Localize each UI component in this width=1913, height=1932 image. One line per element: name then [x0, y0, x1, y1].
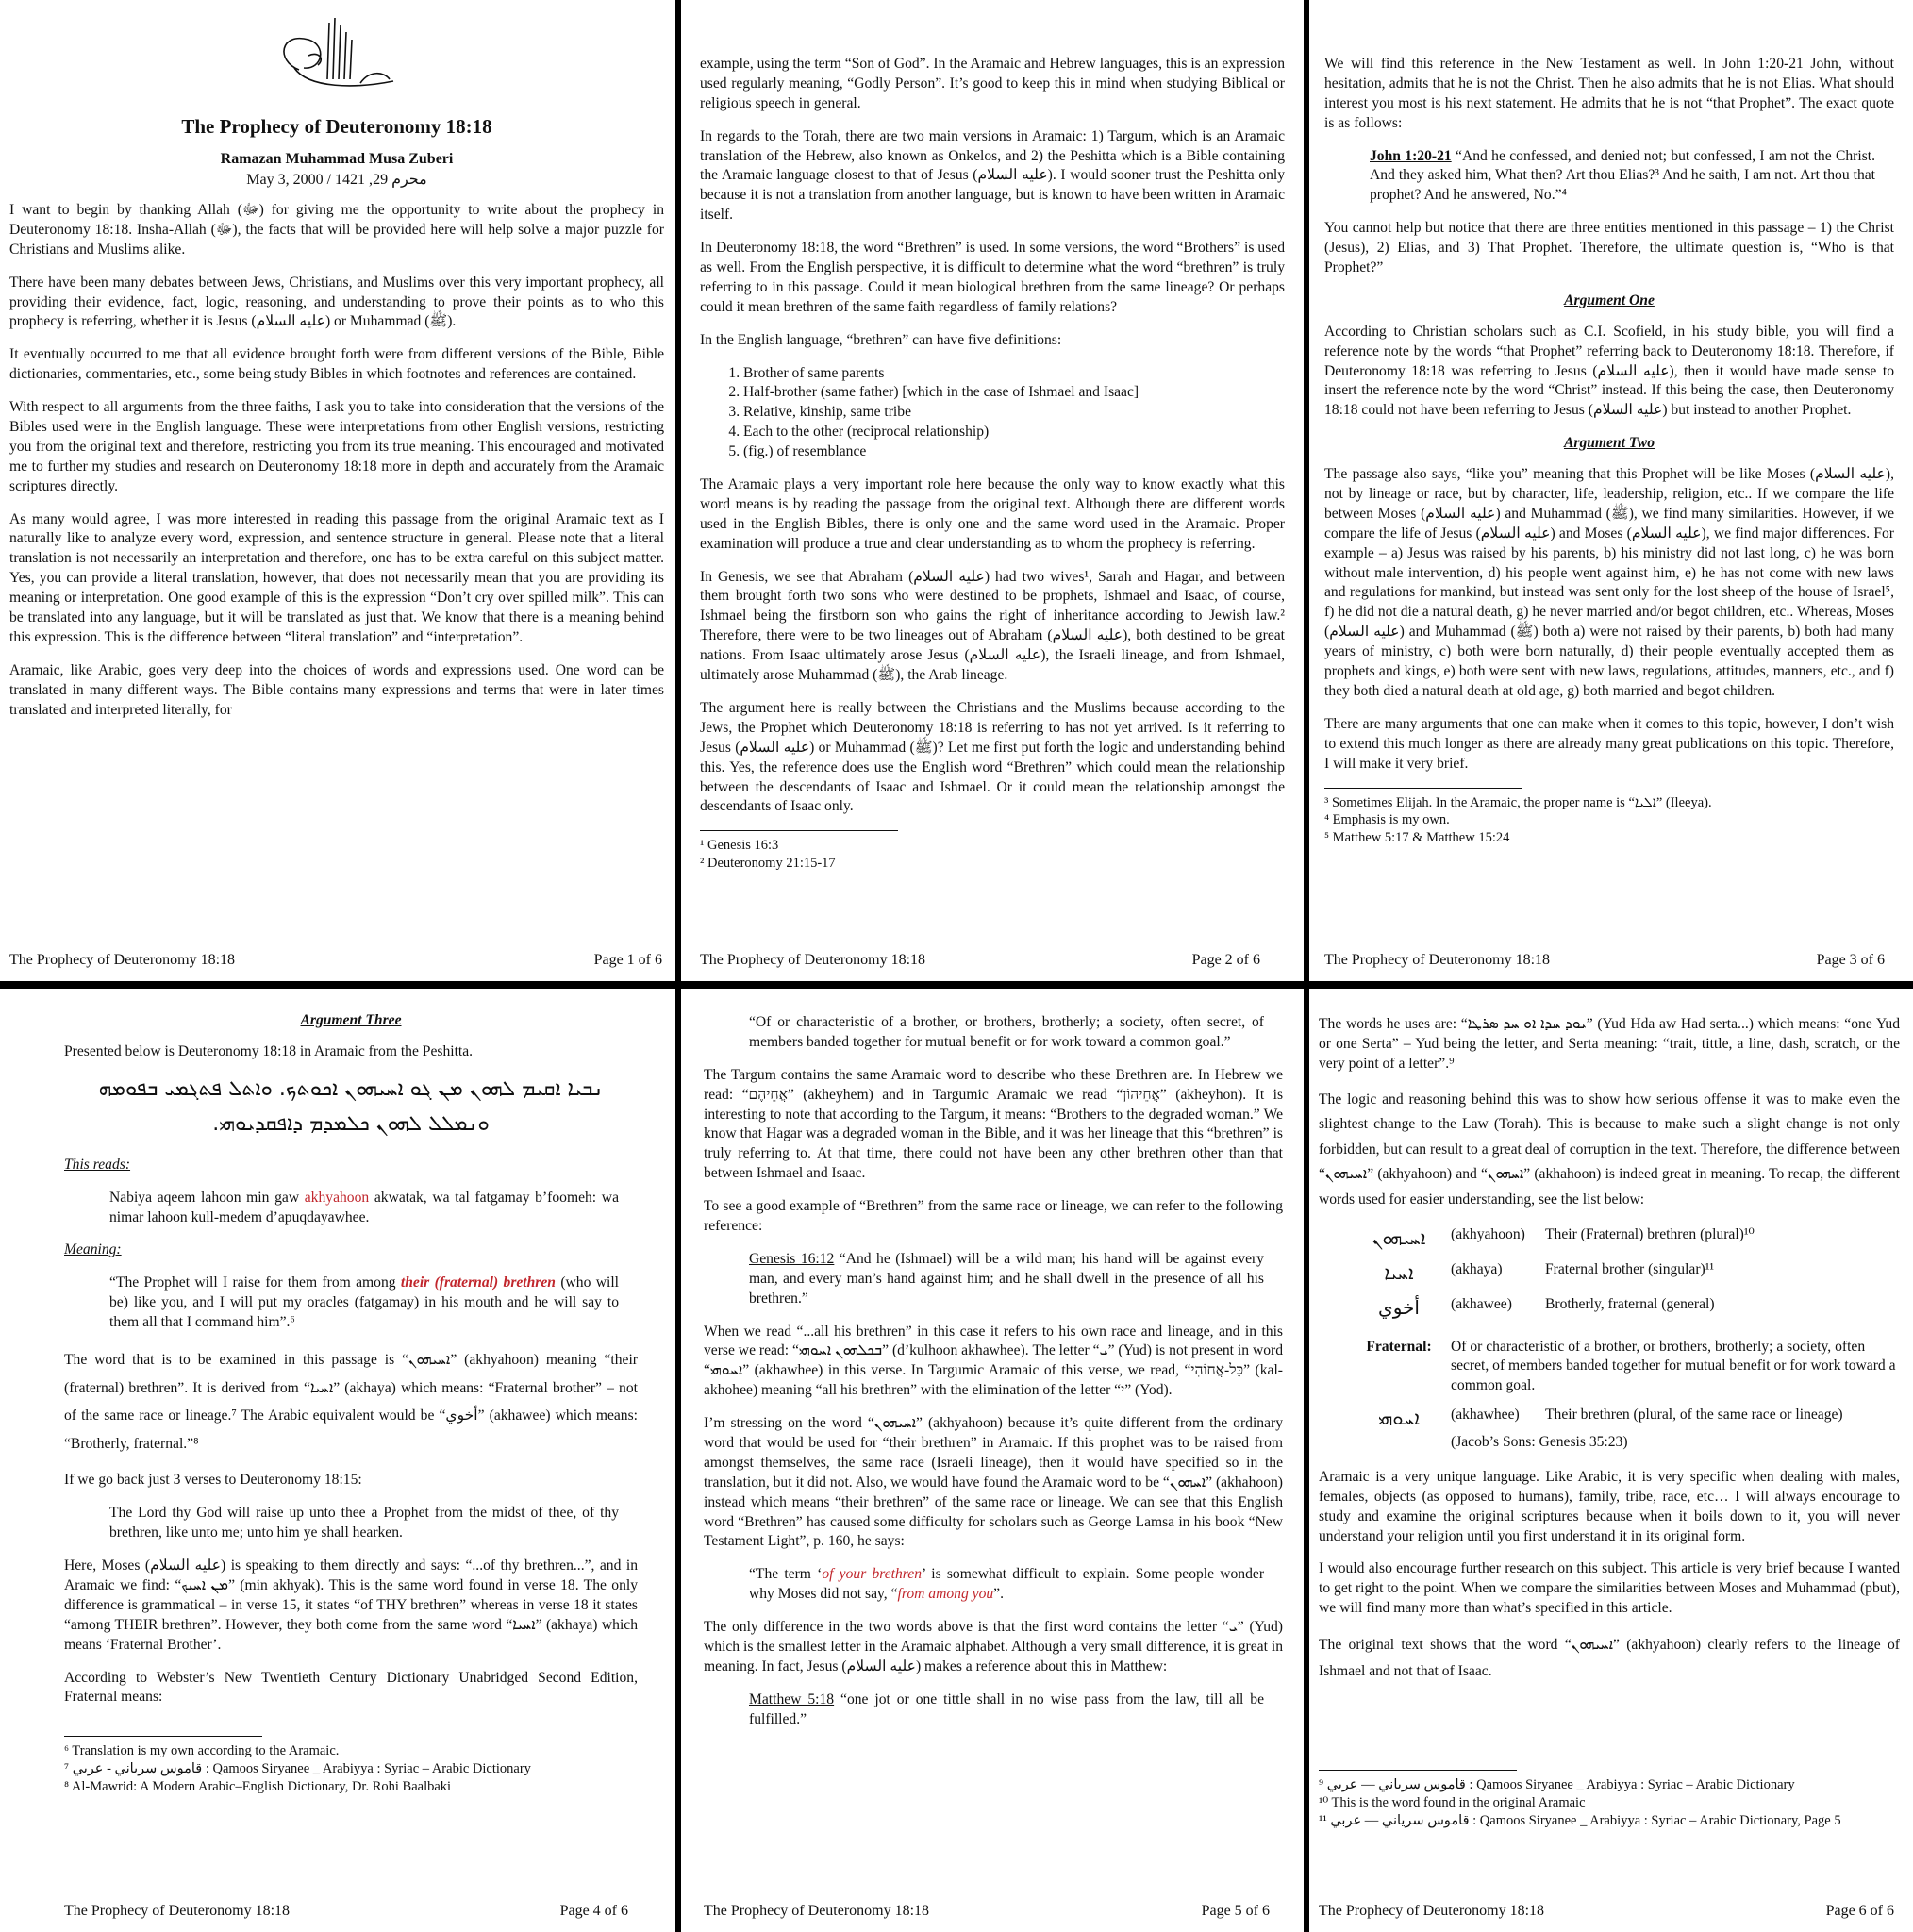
- footnote: ⁴ Emphasis is my own.: [1324, 812, 1450, 828]
- word-list: [1347, 1225, 1900, 1453]
- page-6: [1309, 989, 1913, 1932]
- definition-label: Fraternal:: [1366, 1338, 1432, 1355]
- paragraph: In Deuteronomy 18:18, the word “Brethren” is used. In some versions, the word “Brothers” is used as well. From the English perspective, it is difficult to determine what the word “brethren” is truly referring to in this passage. Could it mean biological brethren from the same lineage? Or perhaps could it mean brethren of the same faith regardless of family relations?: [700, 240, 1285, 315]
- footnote: ⁹ قاموس سرياني — عربي : Qamoos Siryanee _ Arabiyya : Syriac – Arabic Dictionary: [1319, 1777, 1795, 1793]
- word-translit: (akhyahoon): [1451, 1226, 1525, 1243]
- footnote: ⁸ Al-Mawrid: A Modern Arabic–English Dictionary, Dr. Rohi Baalbaki: [64, 1779, 452, 1795]
- argument-heading: Argument Three: [300, 1012, 402, 1028]
- footnote: ³ Sometimes Elijah. In the Aramaic, the proper name is “ܐܠܝܐ” (Ileeya).: [1324, 794, 1712, 810]
- list-item: 5. (fig.) of resemblance: [743, 442, 1285, 462]
- paragraph: The word that is to be examined in this passage is “ܐܚܝܗܘܢ” (akhyahoon) meaning “their (fraternal) brethren”. It is derived from “ܐܚܝܐ” (akhaya) which means: “Fraternal brother” – not of the same race or lineage.⁷ The Arabic equivalent would be “أخوي” (akhawee) which means: “Brotherly, fraternal.”⁸: [64, 1351, 638, 1452]
- page-footer: [1324, 950, 1885, 970]
- page-footer: [9, 950, 662, 970]
- quote-reference: Genesis 16:12: [749, 1250, 835, 1267]
- paragraph: There have been many debates between Jews, Christians, and Muslims over this very important prophecy, all providing their evidence, fact, logic, reasoning, and understanding to prove their points as to who this prophecy is referring, whether it is Jesus (عليه السلام) or Muhammad (ﷺ).: [9, 274, 664, 330]
- word-meaning: Their (Fraternal) brethren (plural)¹⁰: [1545, 1226, 1755, 1243]
- page-5: [681, 989, 1304, 1932]
- page-number: Page 1 of 6: [593, 951, 662, 968]
- quote-reference: John 1:20-21: [1370, 147, 1452, 164]
- paragraph: The logic and reasoning behind this was to show how serious offense it was to make even the slightest change to the Law (Torah). This is because to make such a slight change is not only forbidden, but can result to a great deal of corruption in the text. Therefore, the difference between “ܐܚܝܗܘܢ” (akhyahoon) and “ܐܚܗܘܢ” (akhahoon) is indeed great in meaning. To recap, the different words used for easier understanding, see the list below:: [1319, 1091, 1901, 1208]
- footnote: ¹¹ قاموس سرياني — عربي : Qamoos Siryanee _ Arabiyya : Syriac – Arabic Dictionary, Page 5: [1319, 1812, 1841, 1828]
- publication-date: May 3, 2000 / 1421 ,محرم 29: [246, 171, 427, 188]
- author-name: Ramazan Muhammad Musa Zuberi: [220, 151, 454, 168]
- page-number: Page 2 of 6: [1191, 951, 1260, 968]
- word-translit: (akhawee): [1451, 1295, 1512, 1312]
- footer-title: The Prophecy of Deuteronomy 18:18: [9, 951, 236, 968]
- paragraph: I’m stressing on the word “ܐܚܝܗܘܢ” (akhyahoon) because it’s quite different from the ordinary word that would be used for “their brethren” in Aramaic. If this prophet was to be raised from amongst themselves, the same race (Israeli lineage), then it would have specified so in the translation, but it did not. Also, we would have found the Aramaic word to be “ܐܚܗܘܢ” (akhahoon) instead which means “their brethren” of the same race or lineage. We can see that this English word “Brethren” has caused some difficulty for scholars such as George Lamsa in his book “New Testament Light”, p. 160, he says:: [704, 1415, 1283, 1550]
- paragraph: The original text shows that the word “ܐܚܝܗܘܢ” (akhyahoon) clearly refers to the lineage of Ishmael and not that of Isaac.: [1319, 1637, 1900, 1680]
- word-meaning: Their brethren (plural, of the same race or lineage): [1545, 1407, 1843, 1424]
- paragraph: You cannot help but notice that there are three entities mentioned in this passage – 1) the Christ (Jesus), 2) Elias, and 3) That Prophet. Therefore, the ultimate question is, “Who is that Prophet?”: [1324, 220, 1894, 276]
- transliteration: [109, 1189, 619, 1228]
- page-footer: [704, 1901, 1270, 1921]
- paragraph: When we read “...all his brethren” in this case it refers to his own race and lineage, and in this verse we read: “ܒܟܠܗܘܢ ܐܚܘܗܝ” (d’kulhoon akhawhee). The letter “ܝ” (Yud) is not present in word “ܐܚܘܗܝ” (akhawhee) in this verse. In Targumic Aramaic of this verse, we read, “כָּל-אֲחוֹהִי” (kal-akhohee) meaning “all his brethren” with the elimination of the letter “י” (Yod).: [704, 1323, 1283, 1399]
- list-item: 2. Half-brother (same father) [which in the case of Ishmael and Isaac]: [743, 383, 1285, 403]
- page-number: Page 6 of 6: [1825, 1902, 1894, 1919]
- paragraph: With respect to all arguments from the three faiths, I ask you to take into consideration that the versions of the Bibles used were in the English language. These were interpretations from other English versions, restricting you from the original text and therefore, restricting you from its true meaning. This encouraged and motivated me to further my studies and research on Deuteronomy 18:18 more in depth and accurately from the Aramaic scriptures directly.: [9, 399, 664, 494]
- quote-reference: Matthew 5:18: [749, 1690, 835, 1707]
- footnote: ⁵ Matthew 5:17 & Matthew 15:24: [1324, 830, 1510, 846]
- paragraph: According to Christian scholars such as C.I. Scofield, in his study bible, you will find a reference note by the words “that Prophet” referring back to Deuteronomy 18:18. Therefore, if Deuteronomy 18:18 was referring to Jesus (عليه السلام), then it would have made sense to insert the reference note by the word “Christ” instead. If this being the case, then Deuteronomy 18:18 could not have been referring to Jesus (عليه السلام) but instead to another Prophet.: [1324, 323, 1894, 419]
- footer-title: The Prophecy of Deuteronomy 18:18: [700, 951, 926, 968]
- paragraph: In Genesis, we see that Abraham (عليه السلام) had two wives¹, Sarah and Hagar, and between them brought forth two sons who were destined to be prophets, Ishmael and Isaac, of course, Ishmael being the firstborn son who gains the right of inheritance according to Jewish law.² Therefore, there were to be two lineages out of Abraham (عليه السلام), both destined to be great nations. From Isaac ultimately arose Jesus (عليه السلام), the Israeli lineage, and from Ishmael, ultimately arose Muhammad (ﷺ), the Arab lineage.: [700, 568, 1286, 684]
- footnote: ¹ Genesis 16:3: [700, 838, 779, 854]
- bismillah-calligraphy: [9, 13, 664, 98]
- footer-title: The Prophecy of Deuteronomy 18:18: [704, 1902, 930, 1919]
- word-translit: (akhawhee): [1451, 1407, 1520, 1424]
- calligraphy-icon: [271, 13, 403, 98]
- block-quote: The Lord thy God will raise up unto thee a Prophet from the midst of thee, of thy brethren, like unto me; unto him ye shall hearken.: [109, 1505, 619, 1541]
- quote-text: “And he confessed, and denied not; but confessed, I am not the Christ. And they asked him, What then? Art thou Elias?³ And he saith, I am not. Art thou that prophet? And he answered, No.”⁴: [1370, 147, 1875, 204]
- paragraph: The Targum contains the same Aramaic word to describe who these Brethren are. In Hebrew we read: “אֲחֵיהֶם” (akheyhem) and in Targumic Aramaic we read “אֲחֵיהוֹן” (akheyhon). It is interesting to note that according to the Targum, it means: “Brothers to the degraded woman.” We know that Hagar was a degraded woman in the Bible, and it was her lineage that this “brethren” is truly referring to. At that time, there could not have been any other brethren other than that between Ishmael and Isaac.: [704, 1066, 1284, 1182]
- list-item: 4. Each to the other (reciprocal relationship): [743, 423, 1285, 442]
- block-quote: [749, 1565, 1264, 1605]
- paragraph: I would also encourage further research on this subject. This article is very brief because I wanted to get right to the point. When we compare the similarities between Moses and Muhammad (pbut), we will find many more than what’s specified in this article.: [1319, 1560, 1900, 1617]
- quote-text: “And he (Ishmael) will be a wild man; his hand will be against every man, and every man’s hand against him; and he shall dwell in the presence of all his brethren.”: [749, 1250, 1264, 1307]
- word-script: ܐܚܝܐ: [1384, 1260, 1414, 1284]
- footnote-rule: [1319, 1770, 1517, 1771]
- paragraph: In regards to the Torah, there are two main versions in Aramaic: 1) Targum, which is an Aramaic translation of the Hebrew, also known as Onkelos, and 2) the Peshitta which is a Bible containing the Aramaic language closest to that of Jesus (عليه السلام). I would sooner trust the Peshitta only because it is not a translation from another language, but is known to have been written in Aramaic itself.: [700, 127, 1285, 224]
- text-span: ’ is somewhat difficult to explain. Some people wonder why Moses did not say, “: [749, 1566, 1265, 1603]
- text-span: “The Prophet will I raise for them from among: [109, 1274, 401, 1291]
- word-script: أخوي: [1378, 1295, 1420, 1319]
- text-span: (who will be) like you, and I will put my oracles (fatgamay) in his mouth and he will say to them all that I command him”.⁶: [109, 1274, 620, 1331]
- paragraph: I want to begin by thanking Allah (ﷻ) for giving me the opportunity to write about the prophecy in Deuteronomy 18:18. Insha-Allah (ﷻ), the facts that will be provided here will help solve a major puzzle for Christians and Muslims alike.: [9, 202, 664, 258]
- paragraph: As many would agree, I was more interested in reading this passage from the original Aramaic text as I naturally like to analyze every word, expression, and sentence structure in general. Please note that a literal translation is not necessarily an interpretation and therefore, one has to be extra careful on this subject matter. Yes, you can provide a literal translation, however, that does not necessarily mean that you are providing its meaning or interpretation. One good example of this is the expression “Don’t cry over spilled milk”. This can be translated into any language, but it will be translated as just that. We know that there is a meaning behind this expression. This is the difference between “literal translation” and “interpretation”.: [9, 510, 664, 645]
- page-3: [1309, 0, 1913, 981]
- paragraph: According to Webster’s New Twentieth Century Dictionary Unabridged Second Edition, Fraternal means:: [64, 1669, 638, 1706]
- word-script: ܐܚܝܗܘܢ: [1372, 1226, 1426, 1250]
- footer-title: The Prophecy of Deuteronomy 18:18: [64, 1902, 291, 1919]
- paragraph: The passage also says, “like you” meaning that this Prophet will be like Moses (عليه السلام), not by lineage or race, but by character, life, leadership, religion, etc.. If we compare the life between Moses (عليه السلام) and Muhammad (ﷺ), we find many similarities. However, if we compare the life of Jesus (عليه السلام) and Moses (عليه السلام), we find major differences. For example – a) Jesus was raised by his parents, b) his ministry did not last long, c) he was born without male intervention, d) his people went against him, e) he has not come with new laws and regulations for mankind, but instead was sent only for the lost sheep of the house of Israel⁵, f) he did not die a natural death, g) he never married and/or begot children, etc.. Whereas, Moses (عليه السلام) and Muhammad (ﷺ) both a) were not raised by their parents, b) both had many years of ministry, c) both were born naturally, d) their people eventually accepted them as prophets and kings, e) both were sent with new laws, regulations, attitudes, manners, etc., and f) they both died a natural death at old age, g) both married and begot children.: [1324, 466, 1895, 699]
- definitions-list: [724, 364, 1285, 462]
- footnote-rule: [64, 1736, 262, 1737]
- highlighted-phrase: from among you: [897, 1586, 994, 1603]
- aramaic-verse-line: ܢܒܝܐ ܐܩܝܡ ܠܗܘܢ ܡܢ ܓܘ ܐܚܝܗܘܢ ܐܟܘܬܟ. ܘܐܬܠ ܦܬܓܡܝ ܒܦܘܡܗ: [98, 1076, 604, 1101]
- list-item: 3. Relative, kinship, same tribe: [743, 403, 1285, 423]
- page-footer: [1319, 1901, 1894, 1921]
- footnote-rule: [1324, 788, 1522, 789]
- page-footer: [64, 1901, 628, 1921]
- quote-text: “one jot or one tittle shall in no wise pass from the law, till all be fulfilled.”: [749, 1690, 1264, 1727]
- paragraph: The only difference in the two words above is that the first word contains the letter “ܝ” (Yud) which is the smallest letter in the Aramaic alphabet. Although a very small difference, it is great in meaning. In fact, Jesus (عليه السلام) makes a reference about this in Matthew:: [704, 1619, 1283, 1674]
- text-span: akwatak, wa tal fatgamay b’foomeh: wa nimar lahoon kull-medem d’apuqdayawhee.: [109, 1189, 619, 1225]
- paragraph: Presented below is Deuteronomy 18:18 in Aramaic from the Peshitta.: [64, 1042, 474, 1059]
- page-2: [681, 0, 1304, 981]
- highlighted-phrase: of your brethren: [822, 1566, 923, 1583]
- block-quote: “Of or characteristic of a brother, or brothers, brotherly; a society, often secret, of members banded together for mutual benefit or for work toward a common goal.”: [749, 1014, 1264, 1050]
- page-1: [0, 0, 675, 981]
- footnote-rule: [700, 830, 898, 831]
- paragraph: The words he uses are: “ܝܘܕ ܚܕܐ ܐܘ ܚܕ ܣܪܛܐ” (Yud Hda aw Had serta...) which means: “one Yud or one Serta” – Yud being the letter, and Serta meaning: “trait, tittle, a line, dash, scratch, or the very point of a letter”.⁹: [1319, 1016, 1900, 1072]
- highlighted-word: akhyahoon: [304, 1189, 370, 1206]
- paragraph: We will find this reference in the New Testament as well. In John 1:20-21 John, without hesitation, admits that he is not the Christ. Then he also admits that he is not Elias. What should interest you most is his next statement. He admits that he is not “that Prophet”. The exact quote is as follows:: [1324, 56, 1894, 131]
- highlighted-phrase: their (fraternal) brethren: [400, 1274, 556, 1291]
- list-item: 1. Brother of same parents: [743, 364, 1285, 384]
- page-number: Page 5 of 6: [1201, 1902, 1270, 1919]
- section-label: Meaning:: [64, 1241, 122, 1258]
- translation-quote: [109, 1274, 619, 1333]
- paragraph: The Aramaic plays a very important role here because the only way to know exactly what this word means is by reading the passage from the original text. Although there are different words used in the English Bibles, there is only one and the same word used in the Aramaic. Proper examination will produce a true and clear understanding as to whom the prophecy is referring.: [700, 476, 1285, 552]
- page-number: Page 4 of 6: [559, 1902, 628, 1919]
- word-translit: (akhaya): [1451, 1260, 1503, 1277]
- paragraph: There are many arguments that one can make when it comes to this topic, however, I don’t wish to extend this much longer as there are already many great publications on this topic. Therefore, I will make it very brief.: [1324, 715, 1894, 772]
- text-span: Nabiya aqeem lahoon min gaw: [109, 1189, 305, 1206]
- page-4: [0, 989, 675, 1932]
- document-title: The Prophecy of Deuteronomy 18:18: [181, 115, 492, 138]
- spacer: [1347, 1441, 1451, 1453]
- word-meaning: Brotherly, fraternal (general): [1545, 1295, 1715, 1312]
- word-note: (Jacob’s Sons: Genesis 35:23): [1451, 1434, 1628, 1451]
- argument-heading: Argument One: [1564, 291, 1655, 308]
- footer-title: The Prophecy of Deuteronomy 18:18: [1324, 951, 1551, 968]
- paragraph: If we go back just 3 verses to Deuteronomy 18:15:: [64, 1472, 362, 1489]
- text-span: ”.: [993, 1586, 1004, 1603]
- block-quote: [1370, 147, 1875, 207]
- argument-heading: Argument Two: [1563, 435, 1655, 452]
- footnote: ⁶ Translation is my own according to the Aramaic.: [64, 1743, 340, 1759]
- footnote: ¹⁰ This is the word found in the original Aramaic: [1319, 1795, 1586, 1811]
- paragraph: Here, Moses (عليه السلام) is speaking to them directly and says: “...of thy brethren...”, and in Aramaic we find: “ܡܢ ܐܚܝܟ” (min akhyak). This is the same word found in verse 18. The only difference is grammatical – in verse 15, it states “of THY brethren” whereas in verse 18 it states “among THEIR brethren”. However, they both come from the same word “ܐܚܝܐ” (akhaya) which means ‘Fraternal Brother’.: [64, 1557, 639, 1653]
- footnote: ⁷ قاموس سرياني - عربي : Qamoos Siryanee _ Arabiyya : Syriac – Arabic Dictionary: [64, 1761, 531, 1777]
- text-span: “The term ‘: [749, 1566, 823, 1583]
- paragraph: Aramaic, like Arabic, goes very deep into the choices of words and expressions used. One word can be translated in many different ways. The Bible contains many expressions and terms that were in later times translated and interpreted literally, for: [9, 661, 664, 718]
- page-footer: [700, 950, 1260, 970]
- definition-text: Of or characteristic of a brother, or brothers, brotherly; a society, often secret, of members banded together for mutual benefit or for work toward a common goal.: [1451, 1338, 1896, 1394]
- word-script: ܐܚܘܗܝ: [1378, 1407, 1420, 1430]
- page-number: Page 3 of 6: [1816, 951, 1885, 968]
- block-quote: [749, 1250, 1264, 1309]
- paragraph: example, using the term “Son of God”. In the Aramaic and Hebrew languages, this is an expression used regularly meaning, “Godly Person”. It’s good to keep this in mind when studying Biblical or religious speech in general.: [700, 56, 1285, 111]
- word-meaning: Fraternal brother (singular)¹¹: [1545, 1260, 1715, 1277]
- block-quote: [749, 1690, 1264, 1730]
- aramaic-verse-line: ܘܢܡܠܠ ܠܗܘܢ ܟܠܡܕܡ ܕܐܦܩܕܝܘܗܝ.: [212, 1112, 490, 1137]
- footer-title: The Prophecy of Deuteronomy 18:18: [1319, 1902, 1545, 1919]
- footnote: ² Deuteronomy 21:15-17: [700, 856, 836, 872]
- paragraph: To see a good example of “Brethren” from the same race or lineage, we can refer to the following reference:: [704, 1198, 1283, 1235]
- paragraph: The argument here is really between the Christians and the Muslims because according to the Jews, the Prophet which Deuteronomy 18:18 is referring to has not yet arrived. Is it referring to Jesus (عليه السلام) or Muhammad (ﷺ)? Let me first put forth the logic and understanding behind this. Yes, the reference does use the English word “Brethren” which could mean the relationship between the descendants of Isaac and Ishmael. Or it could mean the relationship amongst the descendants of Isaac only.: [700, 699, 1286, 815]
- section-label: This reads:: [64, 1156, 131, 1173]
- paragraph: In the English language, “brethren” can have five definitions:: [700, 331, 1062, 348]
- paragraph: Aramaic is a very unique language. Like Arabic, it is very specific when dealing with males, females, objects (as opposed to humans), family, tribe, race, etc… I will always encourage to study and examine the original scriptures because when it boils down to it, you will never understand your religion until you first understand it in its original form.: [1319, 1468, 1900, 1544]
- paragraph: It eventually occurred to me that all evidence brought forth were from different versions of the Bible, Bible dictionaries, commentaries, etc., some being study Bibles in which footnotes and references are contained.: [9, 346, 664, 383]
